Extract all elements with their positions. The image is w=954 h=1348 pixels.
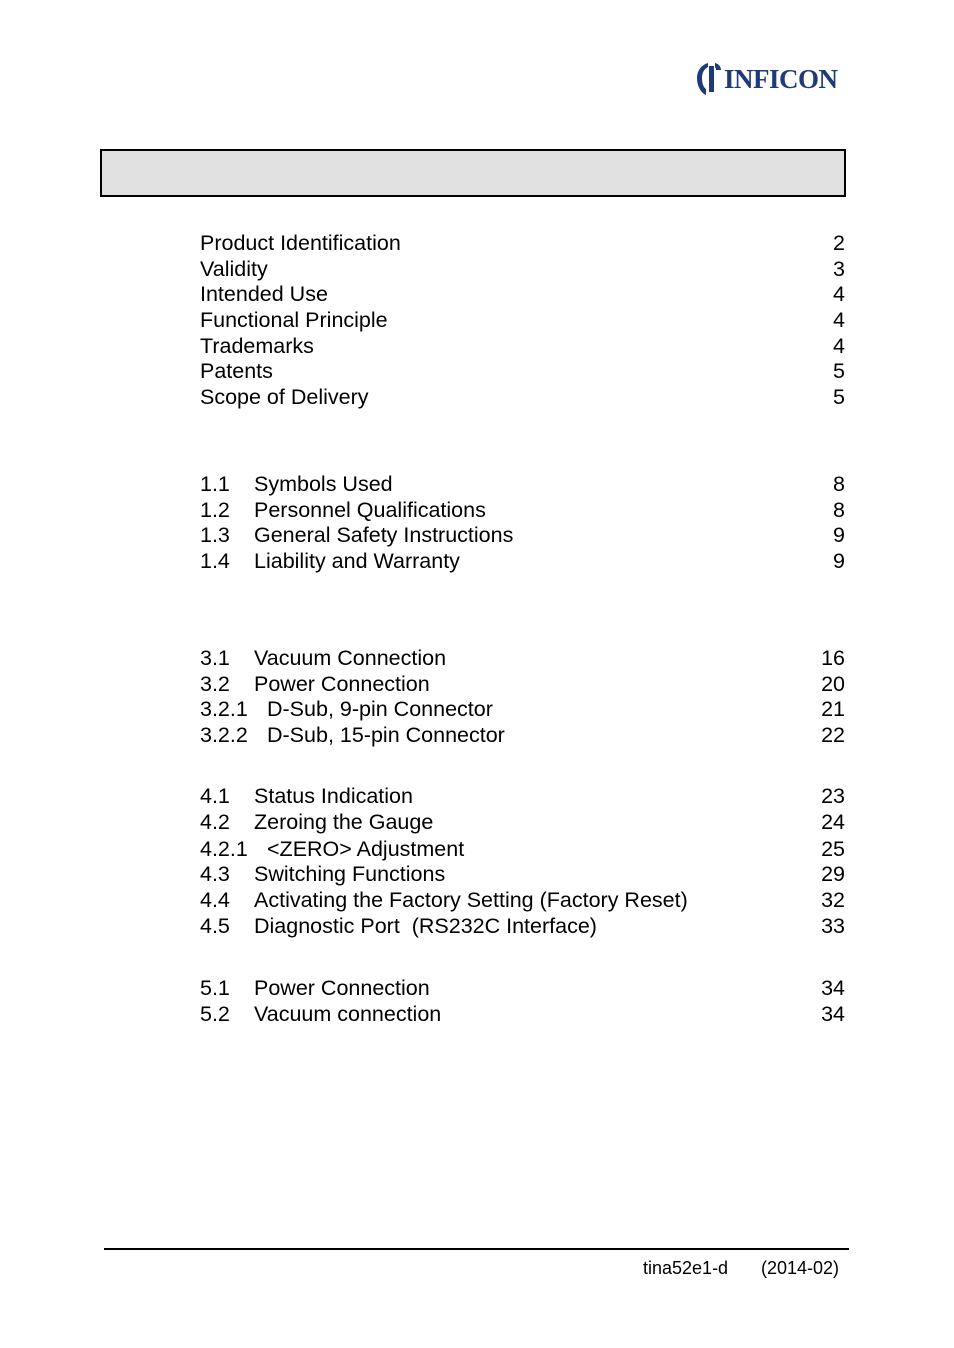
toc-number: 3.2.1 [200, 697, 248, 722]
toc-number: 3.2.2 [200, 723, 248, 748]
toc-page: 24 [821, 809, 845, 834]
toc-number: 1.2 [200, 497, 230, 522]
toc-page: 2 [833, 231, 845, 255]
toc-label: Product Identification [200, 231, 401, 255]
toc-section-1 [200, 472, 845, 575]
toc-label: Vacuum connection [254, 1001, 442, 1026]
toc-label: General Safety Instructions [254, 523, 514, 548]
toc-page: 16 [821, 646, 845, 670]
toc-page: 9 [833, 523, 845, 548]
toc-entry[interactable] [200, 862, 845, 888]
toc-entry[interactable] [200, 888, 845, 914]
toc-entry[interactable] [200, 359, 845, 385]
title-box [100, 149, 846, 197]
toc-page: 33 [821, 913, 845, 938]
toc-entry[interactable] [200, 498, 845, 524]
toc-number: 3.2 [200, 671, 230, 696]
toc-entry[interactable] [200, 784, 845, 810]
toc-entry[interactable] [200, 1002, 845, 1028]
toc-label: Activating the Factory Setting (Factory Reset) [254, 888, 688, 913]
toc-label: Liability and Warranty [254, 549, 460, 574]
footer-divider [104, 1248, 849, 1250]
toc-number: 4.2 [200, 809, 230, 834]
toc-entry[interactable] [200, 976, 845, 1002]
toc-section-4 [200, 784, 845, 939]
toc-page: 34 [821, 976, 845, 1000]
toc-entry[interactable] [200, 672, 845, 698]
toc-number: 4.4 [200, 888, 230, 913]
toc-label: D-Sub, 9-pin Connector [267, 697, 493, 722]
toc-page: 5 [833, 359, 845, 384]
toc-entry[interactable] [200, 723, 845, 749]
toc-page: 20 [821, 671, 845, 696]
toc-page: 5 [833, 385, 845, 410]
toc-label: <ZERO> Adjustment [267, 837, 465, 862]
toc-page: 23 [821, 784, 845, 808]
toc-entry[interactable] [200, 472, 845, 498]
toc-page: 8 [833, 472, 845, 496]
footer-date: (2014-02) [761, 1258, 840, 1278]
toc-page: 9 [833, 549, 845, 574]
toc-label: D-Sub, 15-pin Connector [267, 723, 505, 748]
toc-page: 29 [821, 862, 845, 887]
toc-entry[interactable] [200, 385, 845, 411]
toc-label: Switching Functions [254, 862, 446, 887]
toc-entry[interactable] [200, 835, 845, 862]
toc-number: 1.3 [200, 523, 230, 548]
toc-number: 4.2.1 [200, 837, 248, 862]
toc-number: 1.1 [200, 472, 230, 496]
toc-entry[interactable] [200, 523, 845, 549]
toc-section-3 [200, 646, 845, 749]
toc-entry[interactable] [200, 231, 845, 257]
toc-entry[interactable] [200, 282, 845, 308]
toc-number: 4.5 [200, 913, 230, 938]
toc-page: 21 [821, 697, 845, 722]
toc-label: Diagnostic Port (RS232C Interface) [254, 913, 597, 938]
toc-number: 4.1 [200, 784, 230, 808]
toc-number: 5.1 [200, 976, 230, 1000]
toc-label: Personnel Qualifications [254, 497, 486, 522]
toc-section-intro [200, 231, 845, 411]
toc-label: Patents [200, 359, 273, 384]
toc-number: 5.2 [200, 1001, 230, 1026]
toc-label: Scope of Delivery [200, 385, 369, 410]
toc-label: Symbols Used [254, 472, 393, 496]
toc-label: Validity [200, 256, 268, 281]
inficon-logo [694, 62, 838, 96]
toc-label: Functional Principle [200, 308, 388, 333]
toc-page: 4 [833, 282, 845, 307]
toc-number: 4.3 [200, 862, 230, 887]
toc-page: 25 [821, 837, 845, 862]
inficon-logo-icon [694, 62, 722, 96]
toc-entry[interactable] [200, 549, 845, 575]
logo-wordmark: INFICON [724, 64, 838, 94]
toc-page: 4 [833, 308, 845, 333]
toc-label: Vacuum Connection [254, 646, 447, 670]
toc-entry[interactable] [200, 257, 845, 283]
toc-label: Zeroing the Gauge [254, 809, 434, 834]
toc-page: 4 [833, 333, 845, 358]
toc-entry[interactable] [200, 308, 845, 334]
toc-label: Trademarks [200, 333, 314, 358]
toc-number: 3.1 [200, 646, 230, 670]
toc-entry[interactable] [200, 334, 845, 360]
toc-number: 1.4 [200, 549, 230, 574]
toc-page: 8 [833, 497, 845, 522]
toc-entry[interactable] [200, 810, 845, 836]
toc-page: 3 [833, 256, 845, 281]
toc-section-5 [200, 976, 845, 1027]
toc-entry[interactable] [200, 914, 845, 940]
toc-entry[interactable] [200, 646, 845, 672]
toc-label: Intended Use [200, 282, 328, 307]
toc-page: 32 [821, 888, 845, 913]
toc-label: Power Connection [254, 976, 430, 1000]
footer-document-id: tina52e1-d [643, 1258, 729, 1278]
toc-page: 34 [821, 1001, 845, 1026]
toc-entry[interactable] [200, 697, 845, 723]
toc-page: 22 [821, 723, 845, 748]
toc-label: Status Indication [254, 784, 413, 808]
toc-label: Power Connection [254, 671, 430, 696]
